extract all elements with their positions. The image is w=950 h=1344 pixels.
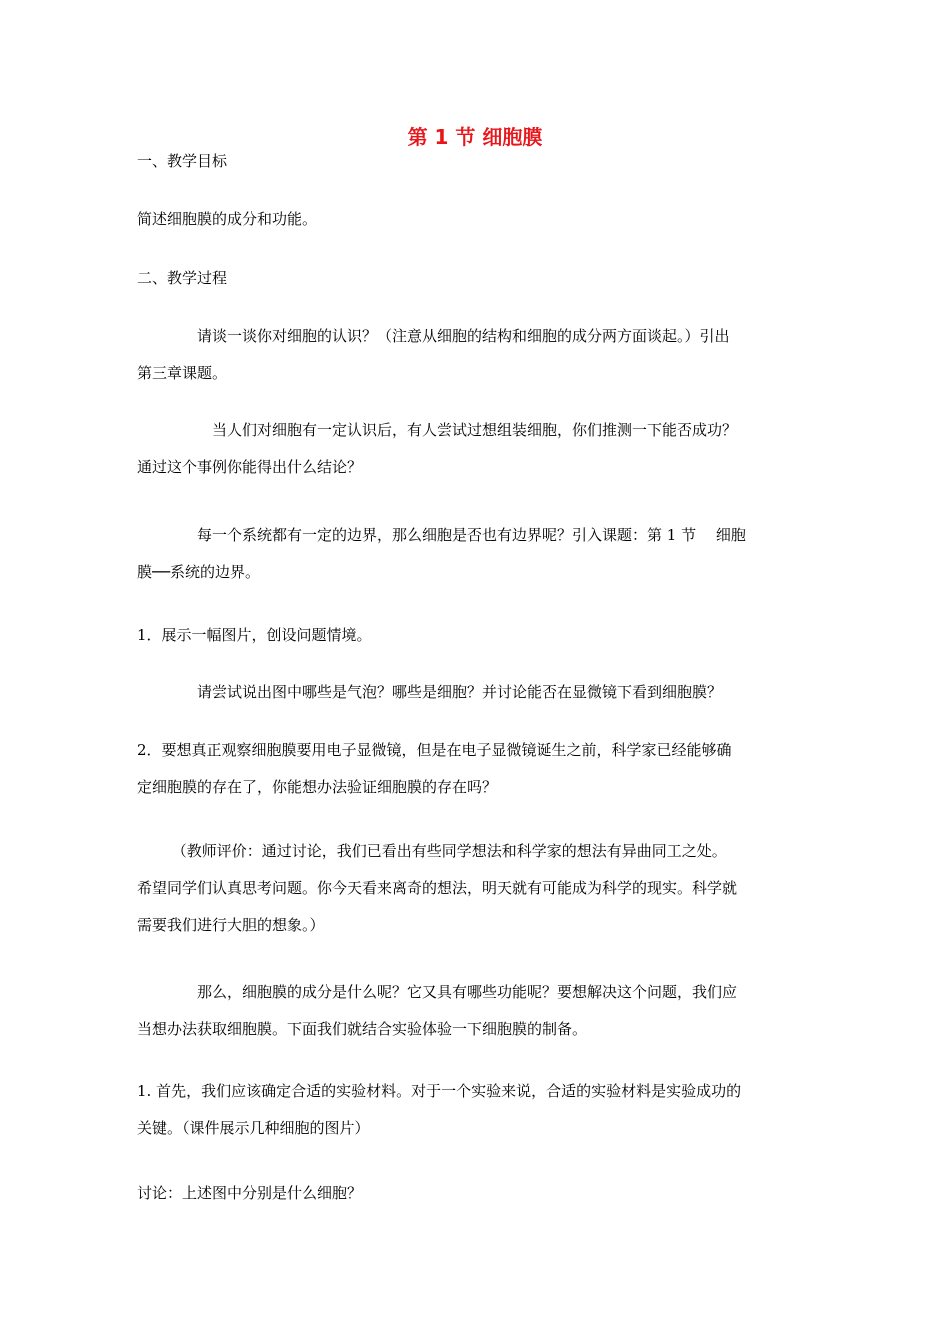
text-line: 定细胞膜的存在了，你能想办法验证细胞膜的存在吗？ (137, 778, 498, 796)
paragraph-teacher-evaluation (137, 833, 812, 944)
paragraph-step-2 (137, 732, 812, 806)
text-line: 通过这个事例你能得出什么结论？ (137, 458, 363, 476)
text-line: 第三章课题。 (137, 364, 228, 382)
text-line: 每一个系统都有一定的边界，那么细胞是否也有边界呢？引入课题：第 1 节 细胞 (137, 526, 746, 544)
paragraph-materials (137, 1073, 812, 1147)
text-line: 膜──系统的边界。 (137, 563, 261, 581)
text-line: 讨论：上述图中分别是什么细胞？ (137, 1184, 363, 1202)
section-heading-process (137, 260, 812, 297)
text-line: 需要我们进行大胆的想象。） (137, 916, 325, 934)
text-line: 简述细胞膜的成分和功能。 (137, 210, 318, 228)
paragraph-step-1 (137, 617, 812, 654)
paragraph-bubbles-question (137, 674, 812, 711)
text-line: 一、教学目标 (137, 152, 228, 170)
text-line: 请尝试说出图中哪些是气泡？哪些是细胞？并讨论能否在显微镜下看到细胞膜？ (137, 683, 723, 701)
text-line: 当人们对细胞有一定认识后，有人尝试过想组装细胞，你们推测一下能否成功？ (137, 421, 738, 439)
text-line: 那么，细胞膜的成分是什么呢？它又具有哪些功能呢？要想解决这个问题，我们应 (137, 983, 738, 1001)
text-line: 2．要想真正观察细胞膜要用电子显微镜，但是在电子显微镜诞生之前，科学家已经能够确 (137, 741, 732, 759)
section-heading-goals (137, 143, 812, 180)
paragraph-membrane-composition (137, 974, 812, 1048)
text-line: （教师评价：通过讨论，我们已看出有些同学想法和科学家的想法有异曲同工之处。 (137, 842, 727, 860)
paragraph-discussion (137, 1175, 812, 1212)
paragraph-boundary (137, 517, 812, 591)
page-title: 第 1 节 细胞膜 (407, 125, 543, 149)
text-line: 关键。（课件展示几种细胞的图片） (137, 1119, 370, 1137)
text-line: 1．展示一幅图片，创设问题情境。 (137, 626, 372, 644)
text-line: 二、教学过程 (137, 269, 228, 287)
paragraph-goal-text (137, 201, 812, 238)
paragraph-intro (137, 318, 812, 392)
text-line: 1. 首先，我们应该确定合适的实验材料。对于一个实验来说，合适的实验材料是实验成功的 (137, 1082, 742, 1100)
text-line: 请谈一谈你对细胞的认识？（注意从细胞的结构和细胞的成分两方面谈起。）引出 (137, 327, 730, 345)
text-line: 希望同学们认真思考问题。你今天看来离奇的想法，明天就有可能成为科学的现实。科学就 (137, 879, 738, 897)
text-line: 当想办法获取细胞膜。下面我们就结合实验体验一下细胞膜的制备。 (137, 1020, 588, 1038)
paragraph-assemble-cell (137, 412, 812, 486)
